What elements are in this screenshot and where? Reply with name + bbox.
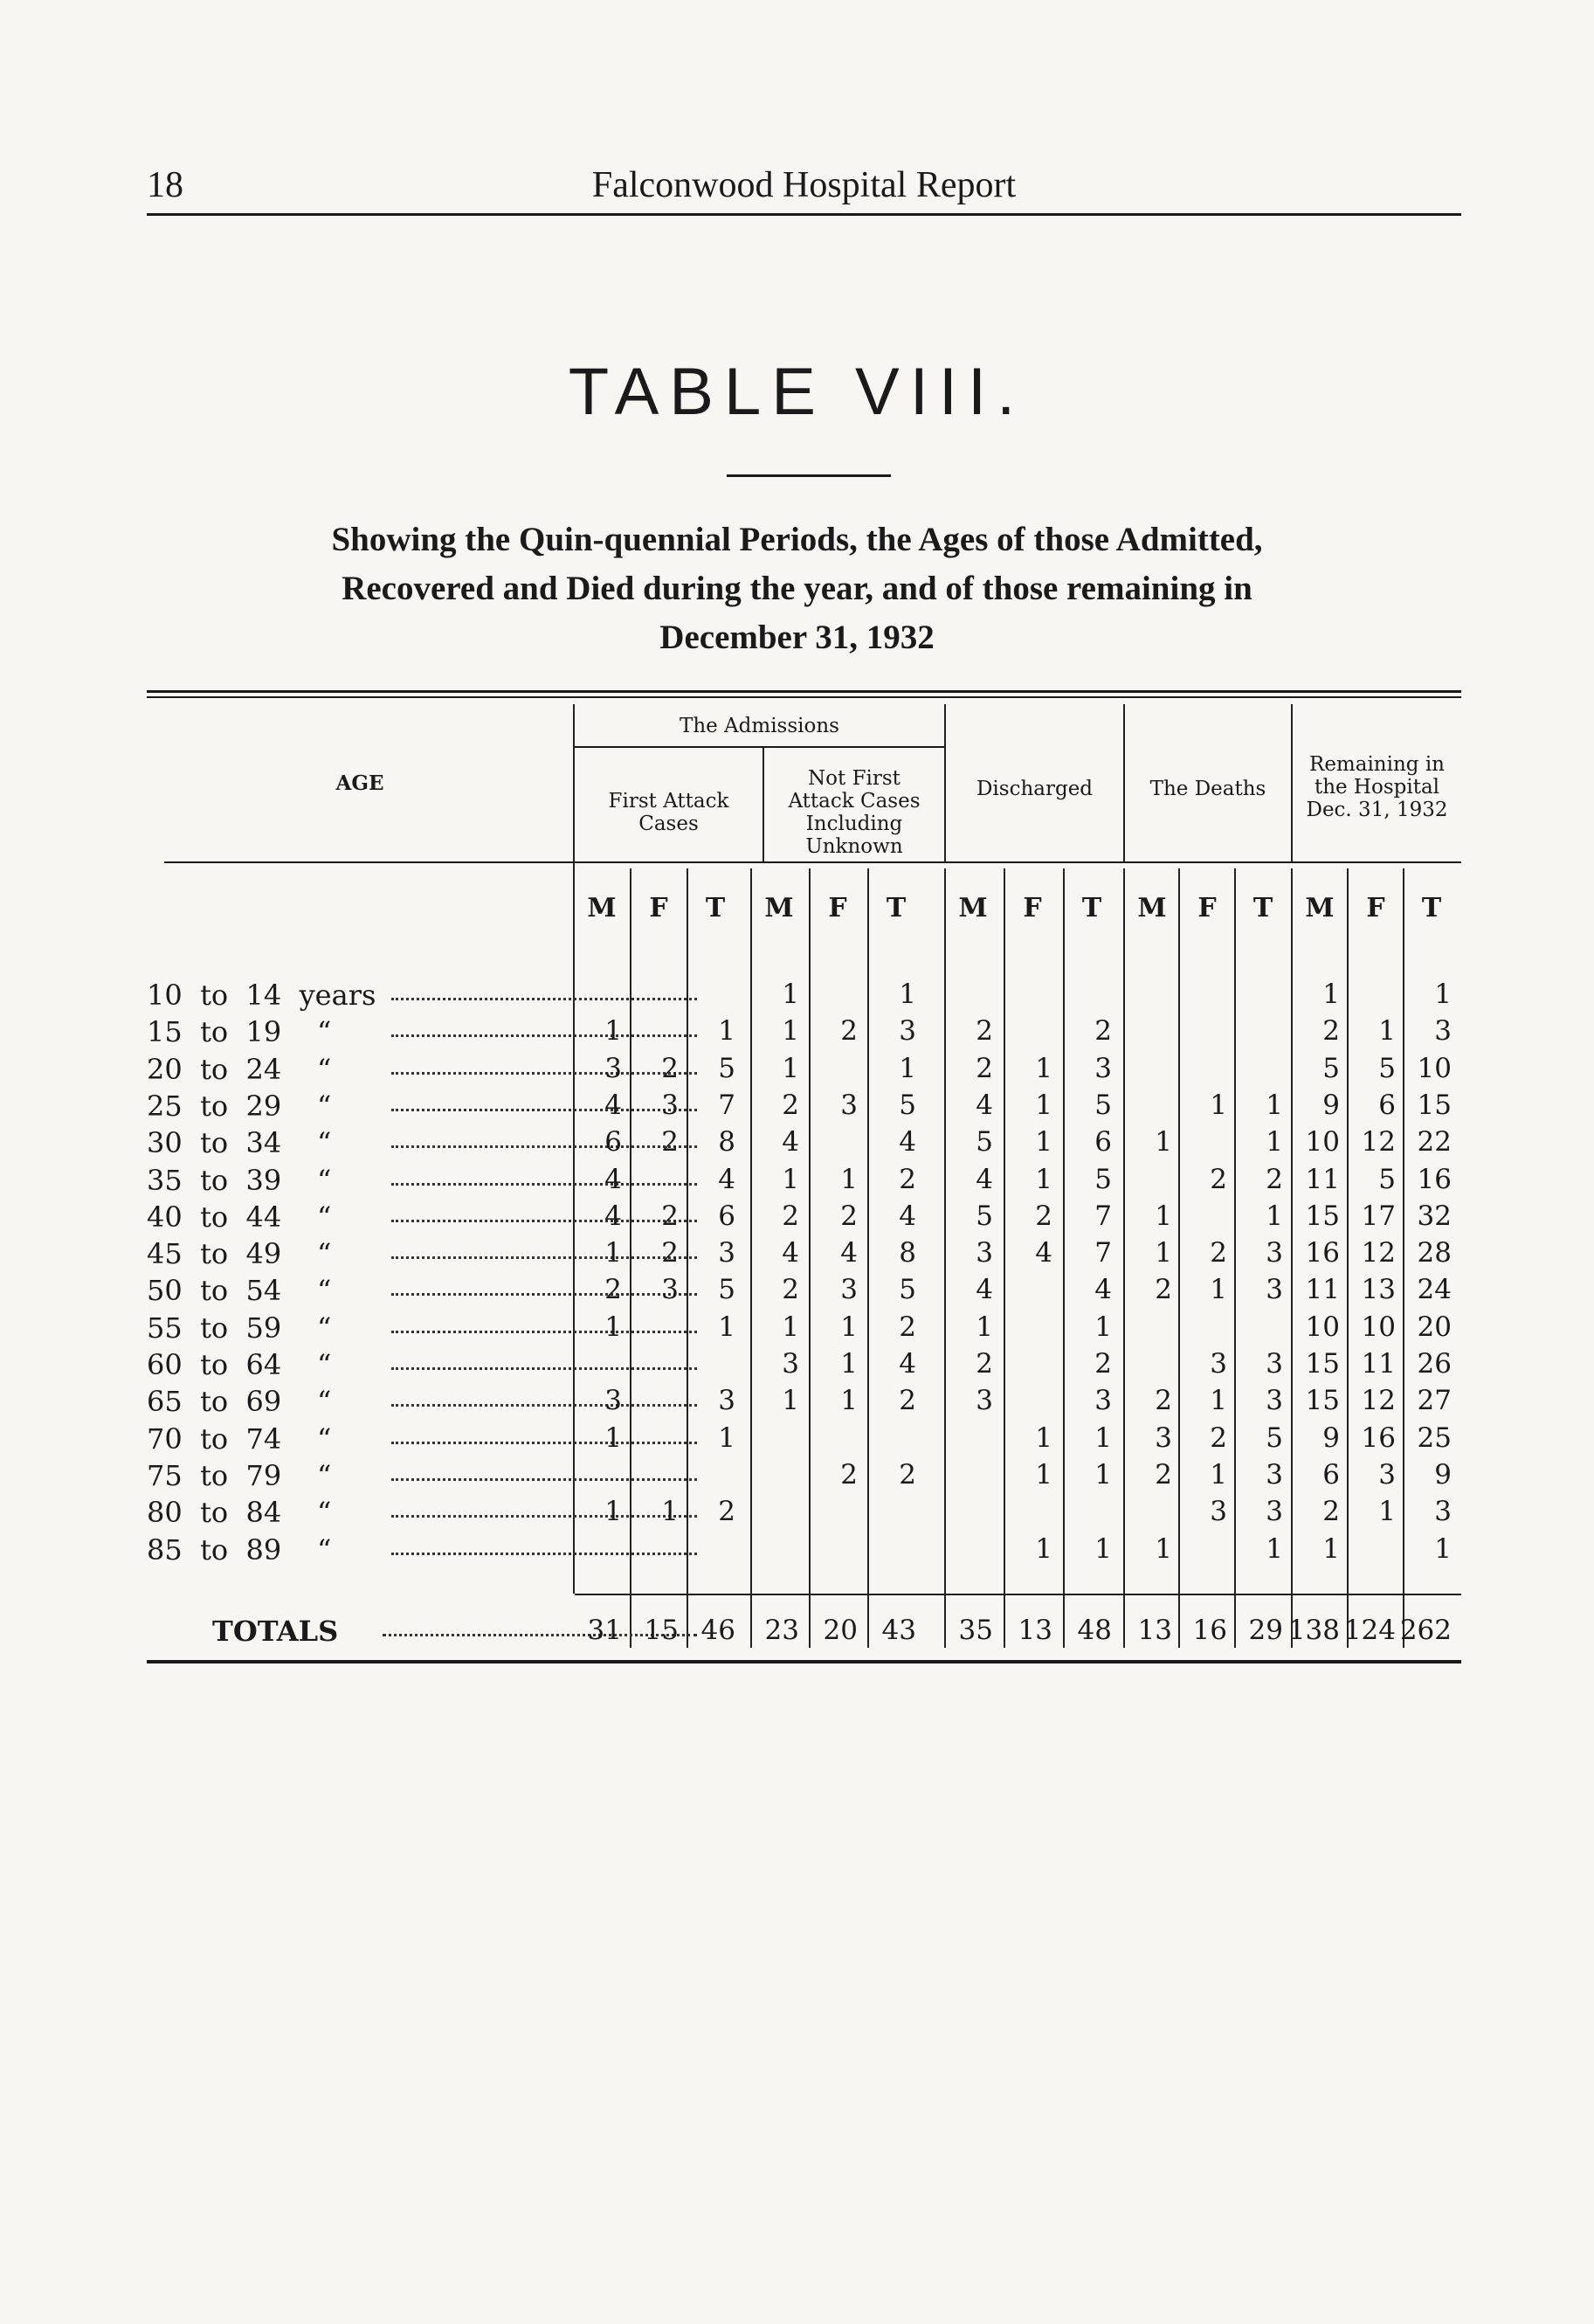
table-cell: 3 [604,1385,622,1416]
table-cell: 2 [1210,1164,1227,1195]
table-cell: 1 [1210,1459,1227,1491]
age-range-label: 60 to 64 “ [147,1348,332,1381]
table-cell: 3 [1094,1053,1112,1084]
admissions-header: The Admissions [679,715,839,737]
sex-column-header: F [649,893,668,923]
table-cell: 2 [1094,1015,1112,1047]
age-range-label: 10 to 14 years [147,979,376,1012]
table-cell: 25 [1417,1422,1452,1454]
table-cell: 2 [840,1200,858,1232]
table-cell: 2 [1035,1200,1052,1232]
table-cell: 5 [976,1126,993,1158]
dot-leader [391,998,697,1000]
table-row [147,1126,1461,1163]
table-cell: 2 [976,1348,993,1380]
table-cell: 1 [1378,1496,1396,1527]
sex-column-header: F [1197,893,1217,923]
age-range-label: 45 to 49 “ [147,1237,332,1270]
table-cell: 4 [976,1089,993,1121]
table-cell: 2 [899,1311,916,1343]
sex-column-header: M [958,893,988,923]
table-cell: 4 [899,1348,916,1380]
age-range-label: 20 to 24 “ [147,1053,332,1086]
age-range-label: 80 to 84 “ [147,1496,332,1529]
table-cell: 2 [840,1459,858,1491]
table-cell: 4 [782,1126,799,1158]
caption-line-1: Showing the Quin-quennial Periods, the Ages of those Admitted, [331,521,1263,558]
age-range-label: 30 to 34 “ [147,1126,332,1159]
first-attack-line-1: First Attack [608,790,729,813]
table-cell: 3 [718,1237,735,1269]
table-cell: 1 [1155,1237,1172,1269]
table-cell: 2 [1094,1348,1112,1380]
not-first-line-3: Including [805,813,903,835]
table-cell: 3 [1266,1348,1283,1380]
remaining-line-1: Remaining in [1309,753,1445,776]
not-first-line-2: Attack Cases [788,790,921,813]
table-cell: 2 [782,1200,799,1232]
table-cell: 4 [718,1164,735,1195]
age-range-label: 65 to 69 “ [147,1385,332,1418]
table-cell: 9 [1434,1459,1452,1491]
table-cell: 3 [1266,1496,1283,1527]
table-cell: 13 [1018,1615,1052,1646]
table-cell: 6 [1322,1459,1340,1491]
table-cell: 6 [718,1200,735,1232]
table-cell: 7 [1094,1200,1112,1232]
table-cell: 13 [1137,1615,1172,1646]
table-cell: 4 [782,1237,799,1269]
table-cell: 124 [1343,1615,1396,1646]
table-cell: 2 [661,1237,679,1269]
table-cell: 5 [899,1274,916,1305]
table-cell: 1 [1155,1533,1172,1565]
table-cell: 9 [1322,1089,1340,1121]
table-cell: 1 [1434,979,1452,1010]
table-cell: 1 [1035,1459,1052,1491]
table-cell: 3 [604,1053,622,1084]
table-cell: 1 [1266,1126,1283,1158]
table-cell: 1 [1210,1385,1227,1416]
table-cell: 11 [1305,1274,1340,1305]
table-row [147,1348,1461,1385]
table-cell: 1 [604,1015,622,1047]
table-cell: 4 [1094,1274,1112,1305]
table-caption [175,515,1419,662]
table-row [147,1200,1461,1237]
table-row [147,1533,1461,1570]
table-cell: 23 [764,1615,799,1646]
table-cell: 1 [899,1053,916,1084]
table-cell: 48 [1077,1615,1112,1646]
table-cell: 1 [604,1496,622,1527]
table-cell: 3 [782,1348,799,1380]
table-cell: 15 [644,1615,679,1646]
table-cell: 2 [661,1053,679,1084]
table-cell: 1 [1210,1089,1227,1121]
dot-leader [391,1478,697,1481]
table-cell: 2 [1322,1496,1340,1527]
table-cell: 5 [1378,1053,1396,1084]
table-cell: 2 [840,1015,858,1047]
table-cell: 2 [899,1385,916,1416]
sex-column-header: T [886,893,907,923]
table-cell: 1 [1094,1422,1112,1454]
table-cell: 3 [1434,1015,1452,1047]
table-cell: 16 [1361,1422,1396,1454]
caption-line-2: Recovered and Died during the year, and of those remaining in [342,570,1252,607]
table-cell: 1 [718,1311,735,1343]
remaining-header [1293,753,1461,821]
table-row [147,1385,1461,1421]
table-cell: 4 [1035,1237,1052,1269]
table-cell: 6 [1378,1089,1396,1121]
admissions-underline [575,746,944,748]
age-range-label: 15 to 19 “ [147,1015,332,1048]
table-cell: 2 [661,1200,679,1232]
table-cell: 1 [840,1348,858,1380]
table-cell: 1 [1322,1533,1340,1565]
table-cell: 1 [1434,1533,1452,1565]
table-cell: 24 [1417,1274,1452,1305]
table-cell: 43 [881,1615,916,1646]
age-range-label: 55 to 59 “ [147,1311,332,1345]
table-cell: 32 [1417,1200,1452,1232]
table-cell: 15 [1305,1200,1340,1232]
remaining-line-2: the Hospital [1314,776,1440,799]
table-cell: 15 [1305,1385,1340,1416]
statistics-table [147,690,1461,1669]
sex-column-header: T [1252,893,1273,923]
table-cell: 1 [661,1496,679,1527]
table-cell: 20 [823,1615,858,1646]
table-cell: 3 [661,1089,679,1121]
table-cell: 5 [1322,1053,1340,1084]
running-title: Falconwood Hospital Report [591,165,1017,205]
sex-column-header: M [587,893,617,923]
table-row [147,1496,1461,1532]
table-cell: 29 [1248,1615,1283,1646]
table-cell: 3 [1434,1496,1452,1527]
table-cell: 12 [1361,1126,1396,1158]
table-cell: 16 [1417,1164,1452,1195]
table-cell: 1 [840,1311,858,1343]
table-cell: 12 [1361,1237,1396,1269]
table-cell: 4 [604,1164,622,1195]
caption-line-3: December 31, 1932 [659,619,935,656]
table-cell: 1 [1035,1126,1052,1158]
table-row [147,1311,1461,1348]
table-cell: 16 [1192,1615,1227,1646]
table-cell: 2 [976,1015,993,1047]
table-cell: 10 [1417,1053,1452,1084]
table-cell: 2 [661,1126,679,1158]
age-range-label: 85 to 89 “ [147,1533,332,1567]
table-cell: 5 [1094,1089,1112,1121]
table-cell: 3 [1266,1459,1283,1491]
table-cell: 5 [899,1089,916,1121]
table-row [147,1053,1461,1089]
table-cell: 1 [604,1422,622,1454]
page-number: 18 [147,165,183,205]
table-cell: 11 [1361,1348,1396,1380]
age-range-label: 70 to 74 “ [147,1422,332,1456]
table-cell: 2 [899,1164,916,1195]
table-cell: 5 [976,1200,993,1232]
table-cell: 16 [1305,1237,1340,1269]
table-cell: 3 [1378,1459,1396,1491]
table-cell: 4 [976,1164,993,1195]
table-title: TABLE VIII. [568,355,1026,429]
table-cell: 2 [718,1496,735,1527]
dot-leader [391,1034,697,1037]
table-cell: 20 [1417,1311,1452,1343]
dot-leader [391,1553,697,1555]
table-cell: 8 [718,1126,735,1158]
remaining-line-3: Dec. 31, 1932 [1306,799,1448,821]
table-cell: 10 [1305,1126,1340,1158]
table-cell: 3 [976,1237,993,1269]
deaths-header: The Deaths [1149,778,1266,800]
table-cell: 7 [718,1089,735,1121]
table-cell: 1 [1035,1053,1052,1084]
table-cell: 28 [1417,1237,1452,1269]
table-cell: 3 [1155,1422,1172,1454]
table-cell: 5 [1378,1164,1396,1195]
table-cell: 2 [782,1089,799,1121]
table-bottom-rule [147,1660,1461,1663]
not-first-line-1: Not First [808,767,901,790]
table-cell: 1 [840,1385,858,1416]
table-row [147,1422,1461,1459]
table-cell: 1 [1378,1015,1396,1047]
table-cell: 1 [899,979,916,1010]
table-cell: 1 [1266,1533,1283,1565]
age-range-label: 50 to 54 “ [147,1274,332,1307]
table-cell: 1 [718,1422,735,1454]
table-row [147,1089,1461,1126]
sex-column-header: T [1081,893,1102,923]
table-cell: 12 [1361,1385,1396,1416]
table-cell: 1 [1035,1533,1052,1565]
age-range-label: TOTALS [212,1615,339,1648]
table-cell: 13 [1361,1274,1396,1305]
table-cell: 3 [718,1385,735,1416]
table-cell: 46 [700,1615,735,1646]
table-cell: 3 [1210,1496,1227,1527]
table-cell: 15 [1305,1348,1340,1380]
not-first-line-4: Unknown [805,835,903,858]
table-cell: 1 [1322,979,1340,1010]
age-range-label: 75 to 79 “ [147,1459,332,1492]
table-cell: 1 [782,1015,799,1047]
age-header: AGE [335,771,384,795]
totals-top-rule [575,1594,1461,1595]
table-cell: 6 [1094,1126,1112,1158]
table-cell: 1 [718,1015,735,1047]
table-cell: 31 [587,1615,622,1646]
table-cell: 2 [1210,1422,1227,1454]
table-cell: 26 [1417,1348,1452,1380]
dot-leader [391,1442,697,1444]
table-cell: 1 [1210,1274,1227,1305]
first-attack-line-2: Cases [638,813,699,835]
table-cell: 1 [1094,1311,1112,1343]
header-rule [147,213,1461,216]
table-cell: 10 [1305,1311,1340,1343]
table-cell: 6 [604,1126,622,1158]
table-cell: 1 [1094,1459,1112,1491]
table-cell: 17 [1361,1200,1396,1232]
table-top-rule-inner [147,696,1461,698]
not-first-attack-header [764,767,944,858]
sex-column-header: T [705,893,726,923]
dot-leader [391,1404,697,1407]
dot-leader [391,1331,697,1333]
first-attack-header [575,790,762,835]
table-cell: 11 [1305,1164,1340,1195]
header-bottom-rule [164,861,1461,863]
table-cell: 1 [1035,1089,1052,1121]
table-cell: 22 [1417,1126,1452,1158]
table-cell: 7 [1094,1237,1112,1269]
table-cell: 1 [1266,1200,1283,1232]
age-range-label: 40 to 44 “ [147,1200,332,1234]
table-cell: 9 [1322,1422,1340,1454]
table-cell: 2 [1266,1164,1283,1195]
sex-column-header: M [764,893,794,923]
table-cell: 262 [1399,1615,1452,1646]
table-cell: 10 [1361,1311,1396,1343]
table-cell: 2 [1155,1459,1172,1491]
table-cell: 1 [1035,1422,1052,1454]
table-cell: 1 [1035,1164,1052,1195]
table-cell: 1 [604,1237,622,1269]
table-cell: 5 [1266,1422,1283,1454]
table-row [147,1459,1461,1496]
table-cell: 4 [840,1237,858,1269]
table-cell: 3 [1094,1385,1112,1416]
sex-column-header: F [828,893,847,923]
table-cell: 3 [661,1274,679,1305]
table-cell: 5 [1094,1164,1112,1195]
table-cell: 1 [782,1164,799,1195]
table-cell: 1 [1266,1089,1283,1121]
table-cell: 5 [718,1274,735,1305]
table-cell: 4 [604,1200,622,1232]
table-cell: 2 [604,1274,622,1305]
table-cell: 3 [840,1089,858,1121]
table-cell: 2 [782,1274,799,1305]
table-row [147,1164,1461,1200]
table-cell: 27 [1417,1385,1452,1416]
table-cell: 1 [1155,1126,1172,1158]
title-rule [727,474,891,477]
table-cell: 1 [1155,1200,1172,1232]
table-top-rule [147,690,1461,693]
table-cell: 138 [1287,1615,1340,1646]
sex-column-header: M [1137,893,1167,923]
table-cell: 5 [718,1053,735,1084]
table-cell: 15 [1417,1089,1452,1121]
table-row [147,1237,1461,1274]
table-cell: 4 [899,1200,916,1232]
table-cell: 4 [976,1274,993,1305]
table-cell: 1 [976,1311,993,1343]
table-cell: 1 [1094,1533,1112,1565]
dot-leader [391,1183,697,1186]
age-range-label: 35 to 39 “ [147,1164,332,1197]
dot-leader [391,1367,697,1370]
table-cell: 2 [976,1053,993,1084]
table-cell: 1 [782,1053,799,1084]
sex-column-header: F [1023,893,1042,923]
table-cell: 1 [604,1311,622,1343]
table-row [147,979,1461,1015]
table-cell: 2 [1155,1274,1172,1305]
table-cell: 35 [958,1615,993,1646]
table-cell: 8 [899,1237,916,1269]
sex-column-header: M [1305,893,1335,923]
table-cell: 4 [604,1089,622,1121]
table-cell: 4 [899,1126,916,1158]
sex-column-header: F [1366,893,1385,923]
age-range-label: 25 to 29 “ [147,1089,332,1123]
table-row [147,1015,1461,1052]
table-cell: 3 [1266,1385,1283,1416]
sex-column-header: T [1421,893,1442,923]
table-cell: 2 [899,1459,916,1491]
table-cell: 3 [1210,1348,1227,1380]
table-cell: 2 [1322,1015,1340,1047]
table-cell: 3 [1266,1274,1283,1305]
table-cell: 3 [840,1274,858,1305]
table-cell: 2 [1155,1385,1172,1416]
table-cell: 3 [976,1385,993,1416]
table-cell: 3 [1266,1237,1283,1269]
table-cell: 1 [782,979,799,1010]
table-cell: 3 [899,1015,916,1047]
discharged-header: Discharged [976,778,1094,800]
page-header [147,164,1461,203]
table-cell: 1 [782,1385,799,1416]
totals-row [147,1615,1461,1651]
table-cell: 1 [840,1164,858,1195]
table-cell: 1 [782,1311,799,1343]
table-cell: 2 [1210,1237,1227,1269]
table-row [147,1274,1461,1311]
